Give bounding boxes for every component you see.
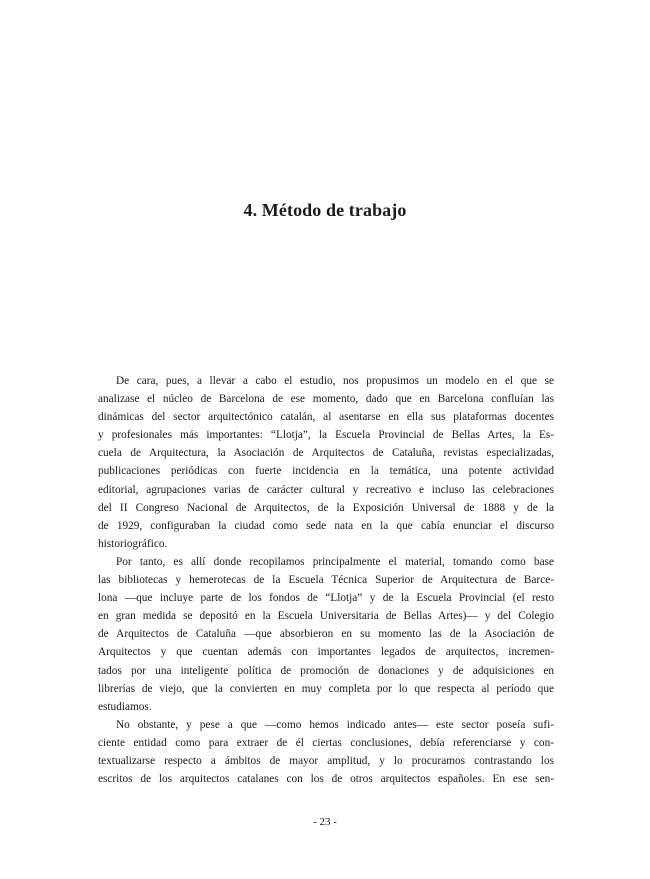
text-line: del II Congreso Nacional de Arquitectos, de la Exposición Universal de 1888 y de la	[98, 501, 554, 514]
paragraph-2	[98, 553, 554, 716]
text-line: cuela de Arquitectura, la Asociación de Arquitectos de Cataluña, revistas especializadas,	[98, 447, 554, 460]
paragraph-3	[98, 716, 554, 788]
text-line: lona —que incluye parte de los fondos de “Llotja” y de la Escuela Provincial (el resto	[98, 592, 554, 605]
chapter-title: 4. Método de trabajo	[243, 200, 407, 220]
text-line: estudiamos.	[98, 700, 152, 713]
text-line: publicaciones periódicas con fuerte incidencia en la temática, una potente actividad	[98, 465, 554, 478]
text-line: textualizarse respecto a ámbitos de mayor amplitud, y lo procuramos contrastando los	[98, 754, 554, 767]
text-line: librerías de viejo, que la convierten en muy completa por lo que respecta al período que	[98, 682, 554, 695]
text-line: editorial, agrupaciones varias de carácter cultural y recreativo e incluso las celebraciones	[98, 483, 554, 496]
paragraph-1	[98, 372, 554, 553]
text-line: escritos de los arquitectos catalanes con los de otros arquitectos españoles. En ese sen-	[98, 773, 554, 786]
text-line: Por tanto, es allí donde recopilamos principalmente el material, tomando como base	[116, 555, 554, 568]
text-line: de Arquitectos de Cataluña —que absorbieron en su momento las de la Asociación de	[98, 628, 554, 641]
text-line: tados por una inteligente política de promoción de donaciones y de adquisiciones en	[98, 664, 554, 677]
text-line: No obstante, y pese a que —como hemos indicado antes— este sector poseía sufi-	[116, 718, 554, 731]
text-line: Arquitectos y que cuentan además con importantes legados de arquitectos, incremen-	[98, 646, 554, 659]
text-line: y profesionales más importantes: “Llotja”, la Escuela Provincial de Bellas Artes, la Es-	[98, 429, 554, 442]
text-line: ciente entidad como para extraer de él ciertas conclusiones, debía referenciarse y con-	[98, 736, 554, 749]
body-text	[98, 372, 554, 788]
text-line: las bibliotecas y hemerotecas de la Escuela Técnica Superior de Arquitectura de Barce-	[98, 574, 554, 587]
page-number: - 23 -	[313, 816, 337, 828]
text-line: en gran medida se depositó en la Escuela Universitaria de Bellas Artes)— y del Colegio	[98, 610, 554, 623]
text-line: dinámicas del sector arquitectónico catalán, al asentarse en ella sus plataformas docentes	[98, 411, 554, 424]
text-line: analizase el núcleo de Barcelona de ese momento, dado que en Barcelona confluían las	[98, 393, 554, 406]
text-line: de 1929, configuraban la ciudad como sede nata en la que cabía enunciar el discurso	[98, 519, 554, 532]
text-line: De cara, pues, a llevar a cabo el estudio, nos propusimos un modelo en el que se	[116, 375, 554, 387]
text-line: historiográfico.	[98, 537, 168, 550]
